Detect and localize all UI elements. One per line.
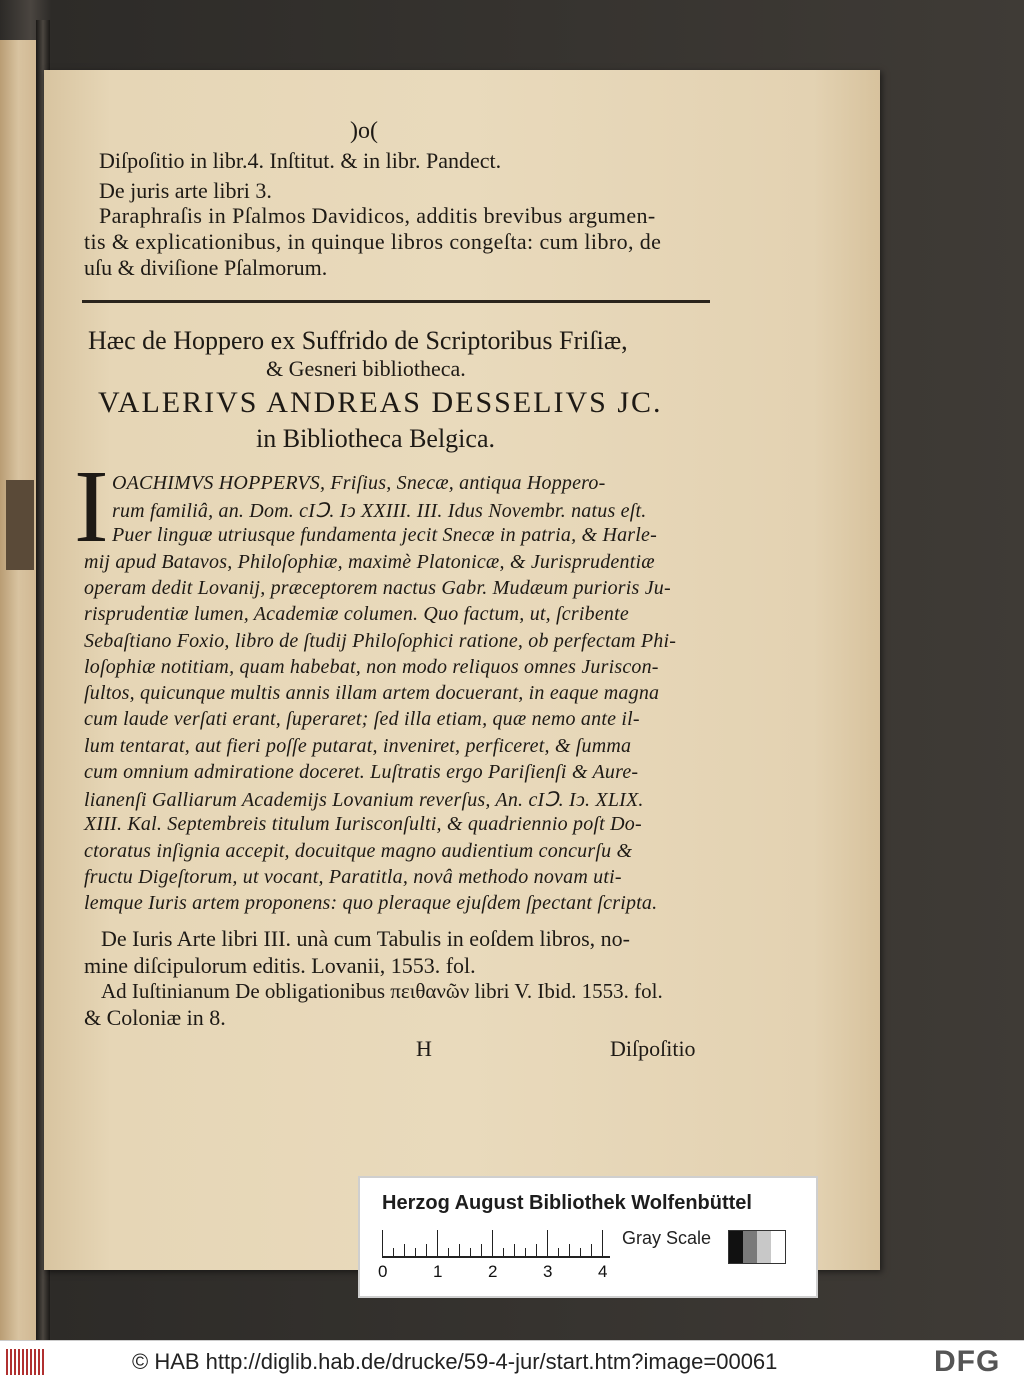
ruler-tick [459,1244,460,1256]
text-line: Diſpoſitio in libr.4. Inſtitut. & in libr. Pandect. [99,148,502,173]
italic-line: loſophiæ notitiam, quam habebat, non modo reliquos omnes Juriscon- [84,656,659,678]
ruler-tick [591,1244,592,1256]
ruler-tick [525,1248,526,1256]
barcode-icon [6,1349,44,1375]
drop-cap: I [74,449,109,564]
ruler-tick [580,1248,581,1256]
italic-line: ſultos, quicunque multis annis illam artem docuerant, in eaque magna [84,682,660,704]
italic-line: lum tentarat, aut fieri poſſe putarat, inveniret, perficeret, & ſumma [84,735,632,757]
text-line: Paraphraſis in Pſalmos Davidicos, additis brevibus argumen- [99,203,656,228]
heading-source: Hæc de Hoppero ex Suffrido de Scriptoribus Friſiæ, [88,326,628,355]
text-line: De Iuris Arte libri III. unà cum Tabulis in eoſdem libros, no- [101,926,630,951]
scale-ruler [382,1230,610,1258]
ruler-tick [492,1230,493,1256]
source-url[interactable]: © HAB http://diglib.hab.de/drucke/59-4-jur/start.htm?image=00061 [132,1349,778,1374]
italic-line: cum omnium admiratione doceret. Luſtratis ergo Pariſienſi & Aure- [84,761,639,783]
ruler-tick [503,1248,504,1256]
ruler-tick [602,1230,603,1256]
text-line: Ad Iuſtinianum De obligationibus πειθανῶν libri V. Ibid. 1553. fol. [101,979,663,1003]
ruler-tick [569,1244,570,1256]
signature-mark: )o( [350,118,378,144]
ruler-tick [547,1230,548,1256]
signature-letter: H [416,1036,432,1061]
ruler-tick [415,1248,416,1256]
italic-line: XIII. Kal. Septembreis titulum Iurisconſulti, & quadriennio poſt Do- [84,813,642,835]
ruler-number: 1 [433,1262,443,1281]
gray-swatch [743,1231,757,1263]
gray-scale-swatch [728,1230,786,1264]
ruler-tick [404,1244,405,1256]
italic-line: lemque Iuris artem proponens: quo pleraque ejuſdem ſpectant ſcripta. [84,892,658,914]
italic-line: cum laude verſati erant, ſuperaret; ſed illa etiam, quæ nemo ante il- [84,708,640,730]
ruler-tick [481,1244,482,1256]
heading-subtitle: in Bibliotheca Belgica. [256,424,495,453]
gray-scale-label: Gray Scale [622,1228,712,1248]
text-line: De juris arte libri 3. [99,178,272,203]
ruler-tick [393,1248,394,1256]
ruler-tick [437,1230,438,1256]
italic-line: OACHIMVS HOPPERVS, Friſius, Snecæ, antiqua Hoppero- [112,472,606,494]
ruler-number: 3 [543,1262,553,1281]
dfg-logo: DFG [934,1345,1001,1378]
ruler-tick [382,1230,383,1256]
gray-swatch [729,1231,743,1263]
ruler-number: 4 [598,1262,608,1281]
ruler-tick [514,1244,515,1256]
text-line: uſu & diviſione Pſalmorum. [84,255,328,280]
ruler-tick [536,1244,537,1256]
italic-line: risprudentiæ lumen, Academiæ columen. Quo factum, ut, ſcribente [84,603,629,625]
italic-line: ctoratus inſignia accepit, docuitque magno audientium concurſu & [84,840,633,862]
italic-line: Sebaſtiano Foxio, libro de ſtudij Philoſophici ratione, ob perfectam Phi- [84,630,677,652]
italic-line: mij apud Batavos, Philoſophiæ, maximè Platonicæ, & Jurisprudentiæ [84,551,655,573]
ruler-number: 2 [488,1262,498,1281]
italic-line: operam dedit Lovanij, præceptorem nactus Gabr. Mudæum purioris Ju- [84,577,671,599]
previous-page-initial [6,480,34,570]
ruler-number: 0 [378,1262,388,1281]
ruler-tick [448,1248,449,1256]
library-color-card [358,1176,818,1298]
viewer-footer [0,1340,1024,1384]
heading-source-2: & Gesneri bibliotheca. [266,356,466,381]
horizontal-rule [82,300,710,303]
catchword: Diſpoſitio [610,1036,696,1061]
italic-line: rum familiâ, an. Dom. cIↃ. Iↄ XXIII. III. Idus Novembr. natus eſt. [112,500,647,522]
text-line: tis & explicationibus, in quinque libros congeſta: cum libro, de [84,229,662,254]
ruler-tick [426,1244,427,1256]
italic-line: lianenſi Galliarum Academijs Lovanium reverſus, An. cIↃ. Iↄ. XLIX. [84,789,644,811]
italic-line: fructu Digeſtorum, ut vocant, Paratitla, novâ methodo novam uti- [84,866,622,888]
ruler-tick [470,1248,471,1256]
gray-swatch [757,1231,771,1263]
library-name: Herzog August Bibliothek Wolfenbüttel [382,1192,752,1214]
text-line: mine diſcipulorum editis. Lovanii, 1553. fol. [84,953,476,978]
text-line: & Coloniæ in 8. [84,1005,226,1030]
ruler-tick [558,1248,559,1256]
gray-swatch [771,1231,785,1263]
heading-author: VALERIVS ANDREAS DESSELIVS JC. [98,386,663,419]
italic-line: Puer linguæ utriusque fundamenta jecit Snecæ in patria, & Harle- [112,524,657,546]
